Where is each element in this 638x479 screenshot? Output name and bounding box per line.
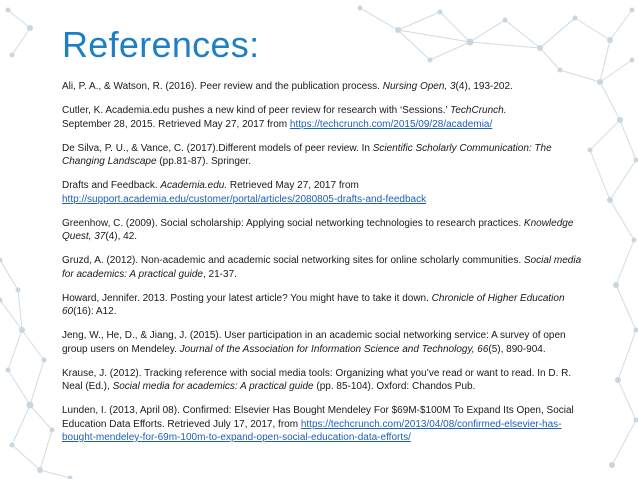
reference-item: [62, 104, 582, 131]
reference-item: [62, 404, 582, 445]
reference-text: Jeng, W., He, D., & Jiang, J. (2015). User participation in an academic social networking service: A survey of open group users on Mendeley.: [62, 330, 566, 355]
reference-italic: Social media for academics: A practical guide: [62, 255, 582, 280]
reference-text: Krause, J. (2012). Tracking reference with social media tools: Organizing what you’ve read or want to read. In D. R. Neal (Ed.),: [62, 367, 572, 392]
reference-text: (16): A12.: [73, 306, 117, 317]
reference-item: [62, 217, 582, 244]
reference-text: (4), 193-202.: [455, 81, 513, 92]
reference-text: Ali, P. A., & Watson, R. (2016). Peer review and the publication process.: [62, 81, 383, 92]
reference-item: [62, 329, 582, 356]
reference-item: [62, 292, 582, 319]
reference-link[interactable]: http://support.academia.edu/customer/portal/articles/2080805-drafts-and-feedback: [62, 193, 427, 205]
reference-italic: Chronicle of Higher Education 60: [62, 292, 565, 317]
reference-text: (4), 42.: [105, 231, 138, 242]
reference-text: Howard, Jennifer. 2013. Posting your latest article? You might have to take it down.: [62, 292, 432, 304]
reference-italic: Social media for academics: A practical guide: [112, 381, 314, 392]
reference-item: [62, 80, 582, 94]
reference-item: [62, 179, 582, 206]
reference-item: [62, 367, 582, 394]
reference-text: Retrieved May 27, 2017 from: [227, 180, 359, 191]
reference-italic: Scientific Scholarly Communication: The Changing Landscape: [62, 142, 552, 167]
reference-italic: Journal of the Association for Information Science and Technology, 66: [179, 343, 489, 355]
slide-title: References:: [62, 24, 260, 65]
reference-item: [62, 254, 582, 281]
reference-text: Drafts and Feedback.: [62, 180, 161, 191]
reference-text: De Silva, P. U., & Vance, C. (2017).Different models of peer review. In: [62, 142, 373, 154]
reference-item: [62, 142, 582, 169]
reference-italic: TechCrunch.: [450, 105, 507, 116]
reference-link[interactable]: https://techcrunch.com/2013/04/08/confirmed-elsevier-has-bought-mendeley-for-69m-100m-to-expand-open-social-education-data-efforts/: [62, 418, 562, 443]
reference-text: (5), 890-904.: [488, 343, 546, 355]
reference-text: Gruzd, A. (2012). Non-academic and academic social networking sites for online scholarly communities.: [62, 255, 524, 266]
reference-text: September 28, 2015. Retrieved May 27, 2017 from: [62, 118, 290, 130]
reference-link[interactable]: https://techcrunch.com/2015/09/28/academia/: [289, 118, 493, 130]
reference-text: Cutler, K. Academia.edu pushes a new kind of peer review for research with ‘Sessions.’: [62, 105, 451, 116]
reference-italic: Academia.edu.: [160, 180, 228, 191]
reference-text: (pp. 85-104). Oxford: Chandos Pub.: [313, 381, 476, 392]
reference-text: Lunden, I. (2013, April 08). Confirmed: Elsevier Has Bought Mendeley For $69M-$100M To Expand Its Open, Social Education Data Efforts. Retrieved July 17, 2017, from: [62, 405, 574, 430]
reference-text: Greenhow, C. (2009). Social scholarship: Applying social networking technologies to research practices.: [62, 217, 524, 229]
reference-text: (pp.81-87). Springer.: [156, 156, 252, 167]
reference-list: [62, 80, 582, 455]
reference-italic: Knowledge Quest, 37: [62, 217, 574, 242]
reference-text: , 21-37.: [203, 268, 237, 280]
reference-italic: Nursing Open, 3: [382, 81, 456, 92]
